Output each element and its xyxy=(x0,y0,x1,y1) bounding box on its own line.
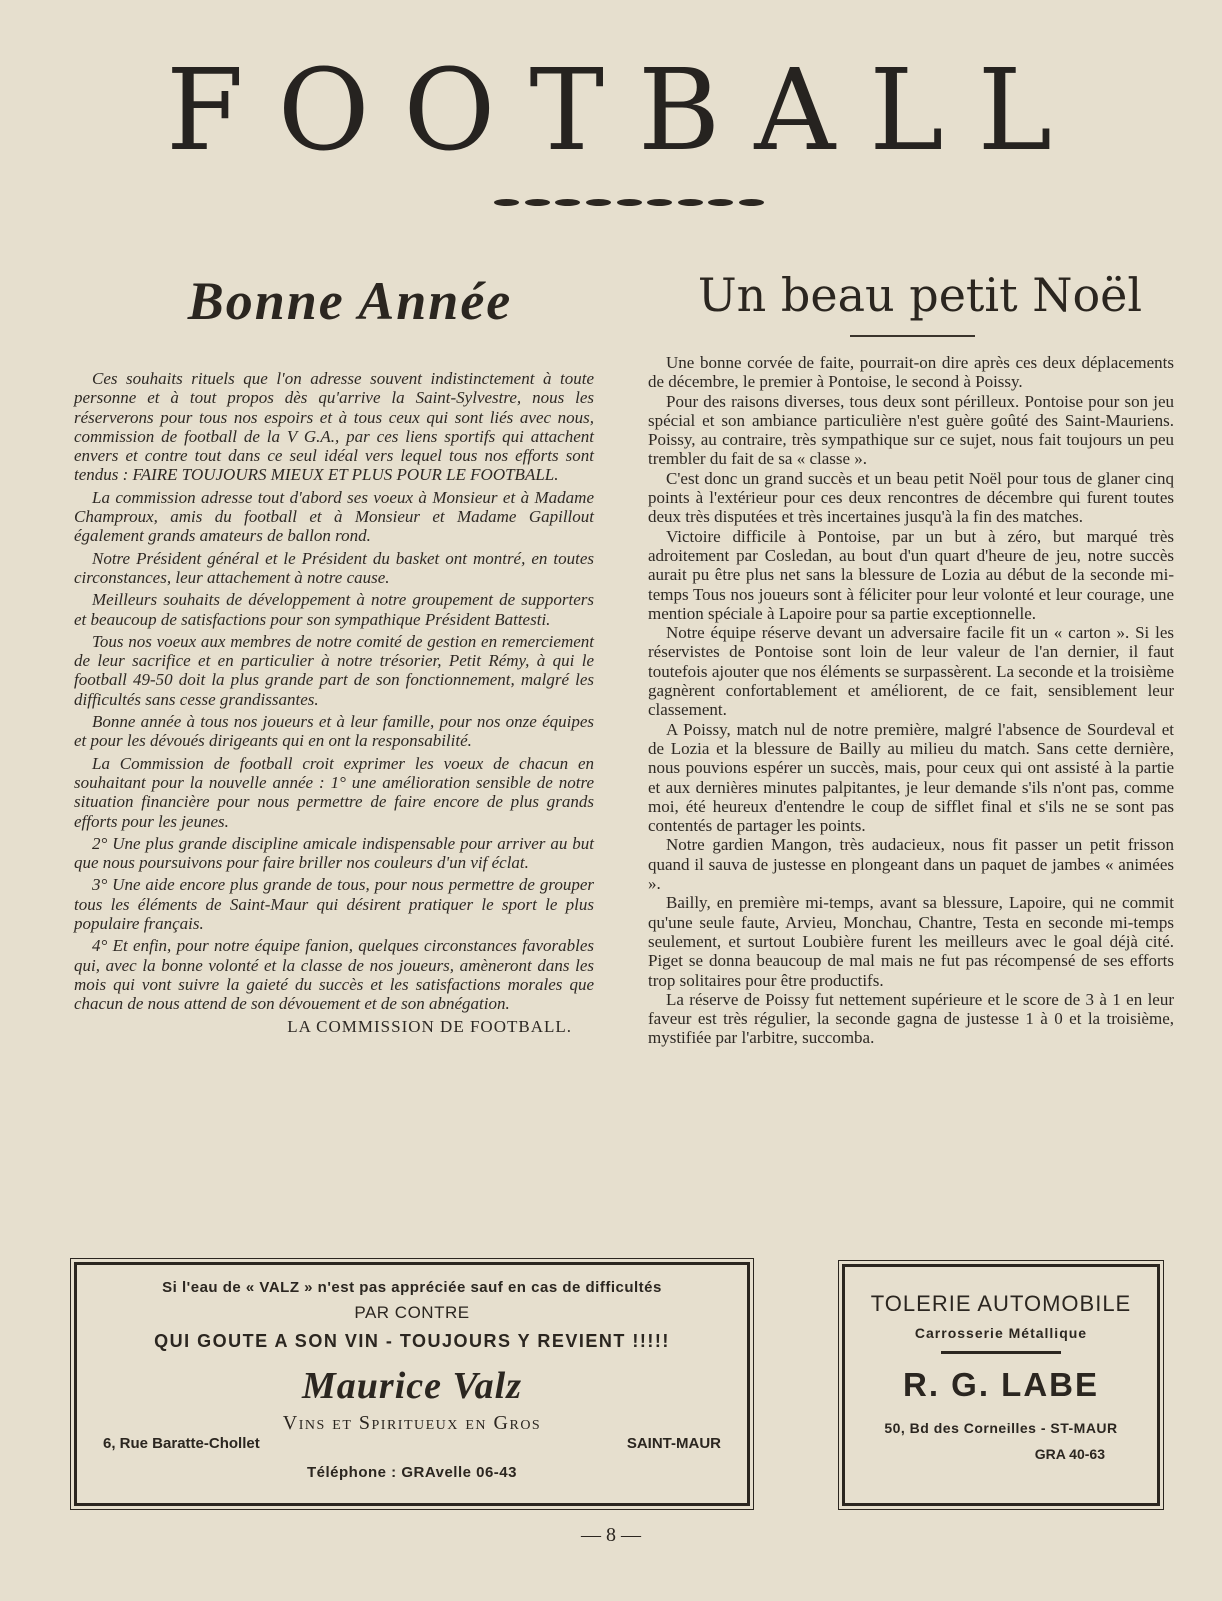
right-article-body xyxy=(648,353,1174,1048)
left-article-title: Bonne Année xyxy=(187,271,513,331)
ad-valz-subtitle: Vins et Spiritueux en Gros xyxy=(282,1412,542,1434)
left-article-body xyxy=(74,369,594,1036)
paragraph: Meilleurs souhaits de développement à notre groupement de supporters et beaucoup de satisfactions pour son sympathique Président Battesti. xyxy=(74,590,594,629)
advertisement-valz xyxy=(74,1262,750,1506)
paragraph: Ces souhaits rituels que l'on adresse souvent indistinctement à toute personne et à tout propos dès qu'arrive la Saint-Sylvestre, nous les réserverons pour tous nos espoirs et à tous ceux qui sont liés avec nous, commission de football de la V G.A., par ces liens sportifs qui attachent envers et contre tout dans ce seul idéal vers lequel tous nos efforts sont tendus : FAIRE TOUJOURS MIEUX ET PLUS POUR LE FOOTBALL. xyxy=(74,369,594,485)
ad-labe-rule xyxy=(941,1351,1061,1354)
ad-labe-address: 50, Bd des Corneilles - ST-MAUR xyxy=(884,1420,1118,1436)
paragraph: A Poissy, match nul de notre première, malgré l'absence de Sourdeval et de Lozia et la blessure de Bailly au milieu du match. Sans cette dernière, nous pouvions espérer un succès, mais, pour ceux qui ont assisté à la partie et aux dernières minutes palpitantes, je leur demande s'ils n'ont pas, comme moi, été heureux d'entendre le coup de sifflet final et s'ils ne se sont pas contentés de partager les points. xyxy=(648,719,1174,836)
ad-valz-line2: PAR CONTRE xyxy=(354,1303,470,1322)
ad-labe-title: TOLERIE AUTOMOBILE xyxy=(870,1291,1132,1316)
ad-labe-subtitle: Carrosserie Métallique xyxy=(914,1325,1088,1341)
ad-valz-line1: Si l'eau de « VALZ » n'est pas appréciée sauf en cas de difficultés xyxy=(162,1279,662,1296)
paragraph: La Commission de football croit exprimer les voeux de chacun en souhaitant pour la nouvelle année : 1° une amélioration sensible de notre situation financière pour nous permettre de faire encore de plus grands efforts pour les jeunes. xyxy=(74,753,594,831)
ad-valz-name: Maurice Valz xyxy=(302,1365,522,1407)
advertisement-labe xyxy=(842,1264,1160,1506)
ad-valz-address: 6, Rue Baratte-Chollet xyxy=(103,1435,260,1452)
ad-labe-name: R. G. LABE xyxy=(902,1366,1099,1403)
ad-labe-phone: GRA 40-63 xyxy=(1034,1446,1105,1462)
left-article-signature: LA COMMISSION DE FOOTBALL. xyxy=(287,1016,572,1036)
ornament-divider xyxy=(494,196,764,208)
paragraph: 3° Une aide encore plus grande de tous, pour nous permettre de grouper tous les éléments de Saint-Maur qui désirent pratiquer le sport le plus populaire français. xyxy=(74,875,594,934)
paragraph: 2° Une plus grande discipline amicale indispensable pour arriver au but que nous poursuivons pour faire briller nos couleurs d'un vif éclat. xyxy=(74,833,594,873)
masthead-title: FOOTBALL xyxy=(166,46,1086,176)
paragraph: Une bonne corvée de faite, pourrait-on dire après ces deux déplacements de décembre, le premier à Pontoise, le second à Poissy. xyxy=(648,353,1174,392)
right-article-title: Un beau petit Noël xyxy=(697,268,1143,322)
paragraph: 4° Et enfin, pour notre équipe fanion, quelques circonstances favorables qui, avec la bonne volonté et la classe de nos joueurs, amèneront dans les mois qui vont suivre la gaieté du succès et les satisfactions morales que chacun de nous attend de son dévouement et de son abnégation. xyxy=(74,936,594,1014)
title-underline xyxy=(850,335,975,337)
paragraph: Bonne année à tous nos joueurs et à leur famille, pour nos onze équipes et pour les dévoués dirigeants qui en ont la responsabilité. xyxy=(74,712,594,751)
paragraph: Pour des raisons diverses, tous deux sont périlleux. Pontoise pour son jeu spécial et son ambiance particulière n'est guère goûté des Saint-Mauriens. Poissy, au contraire, très sympathique sur ce sujet, nous fait toujours un peu trembler du fait de sa « classe ». xyxy=(648,391,1174,469)
paragraph: Notre équipe réserve devant un adversaire facile fit un « carton ». Si les réservistes de Pontoise sont loin de leur valeur de l'an dernier, il faut toutefois ajouter que nos éléments se surpassèrent. La seconde et la troisième gagnèrent confortablement et améliorent, de ce fait, sensiblement leur classement. xyxy=(648,623,1174,720)
paragraph: Notre gardien Mangon, très audacieux, nous fit passer un petit frisson quand il sauva de justesse en plongeant dans un paquet de jambes « animées ». xyxy=(648,835,1174,894)
paragraph: Tous nos voeux aux membres de notre comité de gestion en remerciement de leur sacrifice et en particulier à notre trésorier, Petit Rémy, à qui le football 49-50 doit la plus grande part de son fonctionnement, malgré les difficultés sans cesse grandissantes. xyxy=(74,631,594,709)
paragraph: La commission adresse tout d'abord ses voeux à Monsieur et à Madame Champroux, amis du football et à Monsieur et Madame Gapillout également grands amateurs de ballon rond. xyxy=(74,487,594,546)
page-number: — 8 — xyxy=(581,1524,641,1546)
paragraph: C'est donc un grand succès et un beau petit Noël pour tous de glaner cinq points à l'extérieur pour ces deux rencontres de décembre qui furent toutes deux très disputées et très incertaines jusqu'à la fin des matches. xyxy=(648,468,1174,527)
ad-valz-address-row xyxy=(103,1435,721,1452)
paragraph: Notre Président général et le Président du basket ont montré, en toutes circonstances, leur attachement à notre cause. xyxy=(74,548,594,587)
paragraph: Bailly, en première mi-temps, avant sa blessure, Lapoire, qui ne commit qu'une seule faute, Arvieu, Monchau, Chantre, Testa en seconde mi-temps seulement, et surtout Loubière furent les meilleurs avec le goal déjà cité. Piget se donna beaucoup de mal mais ne fut pas récompensé de ses efforts trop solitaires pour être productifs. xyxy=(648,893,1174,990)
paragraph: Victoire difficile à Pontoise, par un but à zéro, but marqué très adroitement par Cosledan, au bout d'un quart d'heure de jeu, notre succès aurait pu être plus net sans la blessure de Lozia au début de la seconde mi-temps Tous nos joueurs sont à féliciter pour leur volonté et leur courage, une mention spéciale à Lapoire pour sa partie exceptionnelle. xyxy=(648,526,1174,623)
ad-valz-phone: Téléphone : GRAvelle 06-43 xyxy=(306,1464,517,1481)
ad-valz-city: SAINT-MAUR xyxy=(626,1435,721,1452)
paragraph: La réserve de Poissy fut nettement supérieure et le score de 3 à 1 en leur faveur est très régulier, la seconde gagna de justesse 1 à 0 et la troisième, mystifiée par l'arbitre, succomba. xyxy=(648,989,1174,1048)
ad-valz-line3: QUI GOUTE A SON VIN - TOUJOURS Y REVIENT !!!!! xyxy=(154,1331,670,1351)
